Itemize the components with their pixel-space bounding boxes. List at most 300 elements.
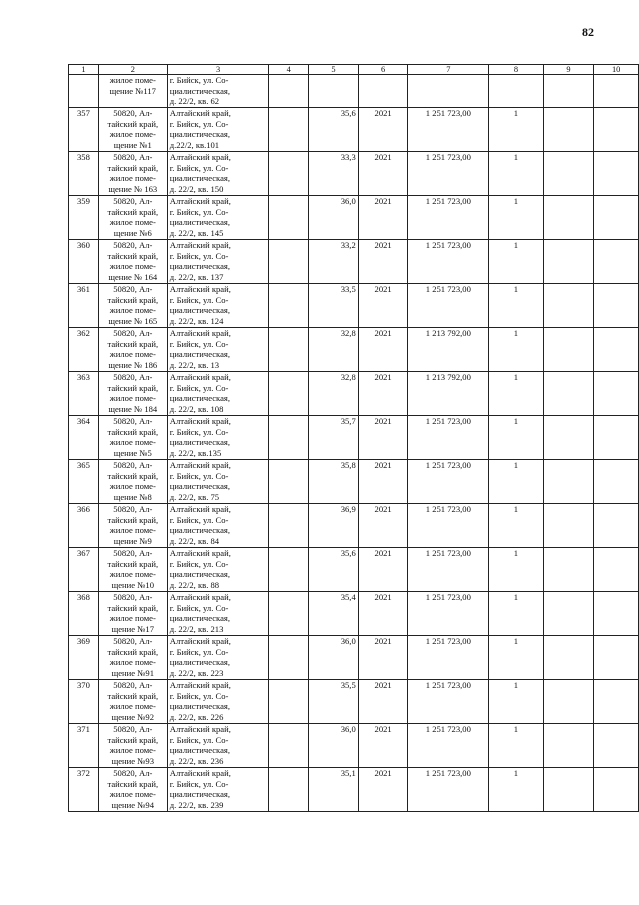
address-line: Алтайский край, [169,416,231,426]
quantity-cell: 1 [489,328,544,372]
object-line: жилое поме- [109,481,156,492]
object-line: тайский край, [107,690,159,701]
address-cell [167,460,269,504]
table-row [69,284,639,328]
area-cell: 36,9 [309,504,359,548]
object-line: 50820, Ал- [113,372,153,382]
object-line: тайский край, [107,118,159,129]
object-name-cell [98,328,167,372]
col10-cell [594,196,639,240]
col4-cell [269,724,309,768]
object-line: тайский край, [107,250,159,261]
address-line: г. Бийск, ул. Со- [169,690,229,701]
area-cell: 35,8 [309,460,359,504]
address-line: г. Бийск, ул. Со- [169,558,229,569]
address-line: Алтайский край, [169,504,231,514]
address-line: д. 22/2, кв. 150 [169,183,224,194]
address-cell [167,636,269,680]
address-line: Алтайский край, [169,768,231,778]
address-cell [167,372,269,416]
address-line: циалистическая, [169,129,231,140]
quantity-cell: 1 [489,152,544,196]
object-line: щение №117 [109,85,156,96]
address-line: д. 22/2, кв. 75 [169,491,220,502]
object-line: щение №8 [113,491,152,502]
row-number-cell: 370 [69,680,99,724]
object-line: тайский край, [107,734,159,745]
quantity-cell: 1 [489,372,544,416]
object-line: щение №9 [113,535,152,546]
object-line: тайский край, [107,514,159,525]
address-line: д. 22/2, кв. 84 [169,535,220,546]
object-line: жилое поме- [109,569,156,580]
col9-cell [543,108,594,152]
object-name-cell [98,196,167,240]
object-name-cell [98,416,167,460]
col9-cell [543,768,594,812]
object-line: жилое поме- [109,525,156,536]
address-line: циалистическая, [169,393,231,404]
col9-cell [543,636,594,680]
object-line: тайский край, [107,206,159,217]
object-line: жилое поме- [109,789,156,800]
col4-cell [269,592,309,636]
address-cell [167,108,269,152]
col9-cell [543,724,594,768]
col9-cell [543,328,594,372]
row-number-cell: 357 [69,108,99,152]
address-line: г. Бийск, ул. Со- [169,646,229,657]
quantity-cell: 1 [489,284,544,328]
object-line: тайский край, [107,558,159,569]
row-number-cell: 362 [69,328,99,372]
year-cell: 2021 [358,460,408,504]
column-header: 8 [489,65,544,75]
col10-cell [594,680,639,724]
object-name-cell [98,108,167,152]
area-cell: 35,5 [309,680,359,724]
address-line: г. Бийск, ул. Со- [169,250,229,261]
object-name-cell [98,460,167,504]
area-cell: 33,3 [309,152,359,196]
address-line: циалистическая, [169,701,231,712]
address-cell [167,680,269,724]
object-line: 50820, Ал- [113,636,153,646]
address-line: д. 22/2, кв. 13 [169,359,220,370]
address-line: Алтайский край, [169,328,231,338]
table-row [69,108,639,152]
column-header: 3 [167,65,269,75]
col9-cell [543,504,594,548]
address-line: г. Бийск, ул. Со- [169,602,229,613]
address-line: д. 22/2, кв. 226 [169,711,224,722]
address-line: циалистическая, [169,261,231,272]
address-line: циалистическая, [169,85,231,96]
area-cell: 35,6 [309,548,359,592]
object-line: щение №1 [113,139,152,150]
col10-cell [594,548,639,592]
object-line: тайский край, [107,426,159,437]
year-cell: 2021 [358,152,408,196]
year-cell: 2021 [358,504,408,548]
address-line: г. Бийск, ул. Со- [169,75,229,85]
address-cell [167,592,269,636]
object-name-cell [98,372,167,416]
col9-cell [543,240,594,284]
cost-cell [408,75,489,108]
object-line: жилое поме- [109,129,156,140]
object-name-cell [98,548,167,592]
table-row [69,768,639,812]
row-number-cell: 359 [69,196,99,240]
object-line: щение № 163 [108,183,158,194]
table-row [69,636,639,680]
address-line: Алтайский край, [169,636,231,646]
quantity-cell: 1 [489,504,544,548]
cost-cell: 1 251 723,00 [408,504,489,548]
object-line: щение №10 [111,579,154,590]
object-line: жилое поме- [109,393,156,404]
column-header: 7 [408,65,489,75]
object-line: щение № 184 [108,403,158,414]
col9-cell [543,592,594,636]
column-header: 9 [543,65,594,75]
col4-cell [269,328,309,372]
table-row [69,680,639,724]
object-name-cell [98,592,167,636]
column-header: 6 [358,65,408,75]
row-number-cell: 361 [69,284,99,328]
address-cell [167,416,269,460]
address-cell [167,284,269,328]
address-line: Алтайский край, [169,724,231,734]
area-cell: 35,1 [309,768,359,812]
cost-cell: 1 251 723,00 [408,460,489,504]
col4-cell [269,240,309,284]
col4-cell [269,284,309,328]
row-number-cell: 369 [69,636,99,680]
row-number-cell: 368 [69,592,99,636]
object-line: 50820, Ал- [113,152,153,162]
object-line: 50820, Ал- [113,416,153,426]
cost-cell: 1 251 723,00 [408,416,489,460]
quantity-cell: 1 [489,108,544,152]
address-line: г. Бийск, ул. Со- [169,382,229,393]
object-line: 50820, Ал- [113,284,153,294]
quantity-cell: 1 [489,196,544,240]
address-cell [167,504,269,548]
col9-cell [543,680,594,724]
row-number-cell: 366 [69,504,99,548]
row-number-cell: 367 [69,548,99,592]
row-number-cell [69,75,99,108]
address-cell [167,196,269,240]
area-cell: 36,0 [309,724,359,768]
address-line: д. 22/2, кв. 88 [169,579,220,590]
cost-cell: 1 213 792,00 [408,328,489,372]
col10-cell [594,372,639,416]
quantity-cell: 1 [489,460,544,504]
object-line: щение №93 [111,755,154,766]
address-line: циалистическая, [169,789,231,800]
col10-cell [594,240,639,284]
address-line: г. Бийск, ул. Со- [169,294,229,305]
object-line: щение № 165 [108,315,158,326]
year-cell: 2021 [358,680,408,724]
col10-cell [594,328,639,372]
object-line: тайский край, [107,382,159,393]
cost-cell: 1 213 792,00 [408,372,489,416]
col9-cell [543,416,594,460]
object-line: щение №5 [113,447,152,458]
object-line: жилое поме- [109,613,156,624]
year-cell: 2021 [358,636,408,680]
address-line: г. Бийск, ул. Со- [169,206,229,217]
object-line: жилое поме- [109,437,156,448]
object-name-cell [98,284,167,328]
object-line: жилое поме- [109,745,156,756]
year-cell: 2021 [358,724,408,768]
area-cell: 35,6 [309,108,359,152]
col4-cell [269,372,309,416]
col10-cell [594,768,639,812]
year-cell: 2021 [358,548,408,592]
column-header: 10 [594,65,639,75]
object-name-cell [98,636,167,680]
address-line: д. 22/2, кв. 108 [169,403,224,414]
object-name-cell [98,680,167,724]
object-name-cell [98,75,167,108]
address-line: циалистическая, [169,657,231,668]
table-row [69,152,639,196]
cost-cell: 1 251 723,00 [408,592,489,636]
object-line: 50820, Ал- [113,768,153,778]
cost-cell: 1 251 723,00 [408,636,489,680]
address-line: г. Бийск, ул. Со- [169,426,229,437]
col9-cell [543,196,594,240]
area-cell: 35,7 [309,416,359,460]
object-line: тайский край, [107,162,159,173]
object-line: 50820, Ал- [113,548,153,558]
object-line: щение №17 [111,623,154,634]
object-line: тайский край, [107,338,159,349]
col10-cell [594,152,639,196]
address-cell [167,152,269,196]
area-cell [309,75,359,108]
year-cell: 2021 [358,372,408,416]
address-line: г. Бийск, ул. Со- [169,118,229,129]
property-registry-table [68,64,639,812]
address-line: д.22/2, кв.101 [169,139,220,150]
cost-cell: 1 251 723,00 [408,680,489,724]
table-row [69,548,639,592]
object-line: жилое поме- [109,701,156,712]
object-line: жилое поме- [109,75,156,85]
row-number-cell: 364 [69,416,99,460]
address-cell [167,548,269,592]
cost-cell: 1 251 723,00 [408,768,489,812]
quantity-cell: 1 [489,240,544,284]
table-row [69,328,639,372]
address-line: г. Бийск, ул. Со- [169,778,229,789]
quantity-cell: 1 [489,548,544,592]
address-line: циалистическая, [169,745,231,756]
object-name-cell [98,240,167,284]
col10-cell [594,75,639,108]
cost-cell: 1 251 723,00 [408,548,489,592]
object-line: 50820, Ал- [113,680,153,690]
object-name-cell [98,724,167,768]
col4-cell [269,152,309,196]
address-line: Алтайский край, [169,592,231,602]
col4-cell [269,460,309,504]
object-line: 50820, Ал- [113,328,153,338]
col10-cell [594,636,639,680]
column-header: 4 [269,65,309,75]
address-line: циалистическая, [169,481,231,492]
address-line: Алтайский край, [169,548,231,558]
cost-cell: 1 251 723,00 [408,240,489,284]
address-line: д. 22/2, кв.135 [169,447,222,458]
address-line: циалистическая, [169,613,231,624]
object-line: щение № 164 [108,271,158,282]
quantity-cell [489,75,544,108]
address-line: д. 22/2, кв. 137 [169,271,224,282]
address-line: г. Бийск, ул. Со- [169,734,229,745]
object-name-cell [98,504,167,548]
address-line: Алтайский край, [169,240,231,250]
col10-cell [594,108,639,152]
col9-cell [543,284,594,328]
table-row [69,196,639,240]
col10-cell [594,416,639,460]
address-cell [167,328,269,372]
address-line: г. Бийск, ул. Со- [169,514,229,525]
object-line: жилое поме- [109,217,156,228]
row-number-cell: 372 [69,768,99,812]
object-line: щение №92 [111,711,154,722]
address-line: д. 22/2, кв. 236 [169,755,224,766]
address-line: Алтайский край, [169,196,231,206]
col10-cell [594,592,639,636]
col4-cell [269,548,309,592]
area-cell: 35,4 [309,592,359,636]
col9-cell [543,548,594,592]
quantity-cell: 1 [489,768,544,812]
address-line: г. Бийск, ул. Со- [169,338,229,349]
address-line: Алтайский край, [169,284,231,294]
object-line: жилое поме- [109,349,156,360]
row-number-cell: 358 [69,152,99,196]
col4-cell [269,416,309,460]
col9-cell [543,460,594,504]
year-cell: 2021 [358,592,408,636]
table-row [69,460,639,504]
address-line: г. Бийск, ул. Со- [169,470,229,481]
col9-cell [543,152,594,196]
address-cell [167,240,269,284]
area-cell: 32,8 [309,328,359,372]
address-line: циалистическая, [169,305,231,316]
address-line: д. 22/2, кв. 145 [169,227,224,238]
object-line: тайский край, [107,470,159,481]
address-line: д. 22/2, кв. 223 [169,667,224,678]
object-line: тайский край, [107,602,159,613]
address-line: Алтайский край, [169,372,231,382]
object-line: щение №6 [113,227,152,238]
address-line: д. 22/2, кв. 124 [169,315,224,326]
object-line: 50820, Ал- [113,724,153,734]
address-line: циалистическая, [169,217,231,228]
object-name-cell [98,768,167,812]
year-cell: 2021 [358,196,408,240]
object-line: тайский край, [107,778,159,789]
page-number: 82 [582,25,594,39]
col9-cell [543,372,594,416]
object-line: жилое поме- [109,261,156,272]
col10-cell [594,724,639,768]
row-number-cell: 363 [69,372,99,416]
table-row [69,504,639,548]
area-cell: 33,2 [309,240,359,284]
address-cell [167,724,269,768]
table-row [69,592,639,636]
area-cell: 36,0 [309,636,359,680]
column-number-header-row [69,65,639,75]
object-line: 50820, Ал- [113,592,153,602]
object-line: тайский край, [107,646,159,657]
address-line: д. 22/2, кв. 62 [169,96,220,107]
cost-cell: 1 251 723,00 [408,724,489,768]
col10-cell [594,284,639,328]
object-line: 50820, Ал- [113,240,153,250]
object-line: жилое поме- [109,305,156,316]
year-cell: 2021 [358,416,408,460]
continued-row [69,75,639,108]
area-cell: 32,8 [309,372,359,416]
year-cell: 2021 [358,768,408,812]
col4-cell [269,75,309,108]
quantity-cell: 1 [489,636,544,680]
object-line: 50820, Ал- [113,504,153,514]
area-cell: 33,5 [309,284,359,328]
object-line: 50820, Ал- [113,108,153,118]
object-line: 50820, Ал- [113,196,153,206]
year-cell: 2021 [358,108,408,152]
address-cell [167,75,269,108]
table-row [69,416,639,460]
col10-cell [594,460,639,504]
object-line: щение №94 [111,799,154,810]
address-line: циалистическая, [169,525,231,536]
cost-cell: 1 251 723,00 [408,108,489,152]
table-row [69,240,639,284]
cost-cell: 1 251 723,00 [408,152,489,196]
address-line: Алтайский край, [169,152,231,162]
object-line: щение №91 [111,667,154,678]
object-line: щение № 186 [108,359,158,370]
row-number-cell: 365 [69,460,99,504]
quantity-cell: 1 [489,724,544,768]
column-header: 5 [309,65,359,75]
cost-cell: 1 251 723,00 [408,284,489,328]
col4-cell [269,504,309,548]
row-number-cell: 371 [69,724,99,768]
quantity-cell: 1 [489,416,544,460]
col4-cell [269,680,309,724]
row-number-cell: 360 [69,240,99,284]
area-cell: 36,0 [309,196,359,240]
